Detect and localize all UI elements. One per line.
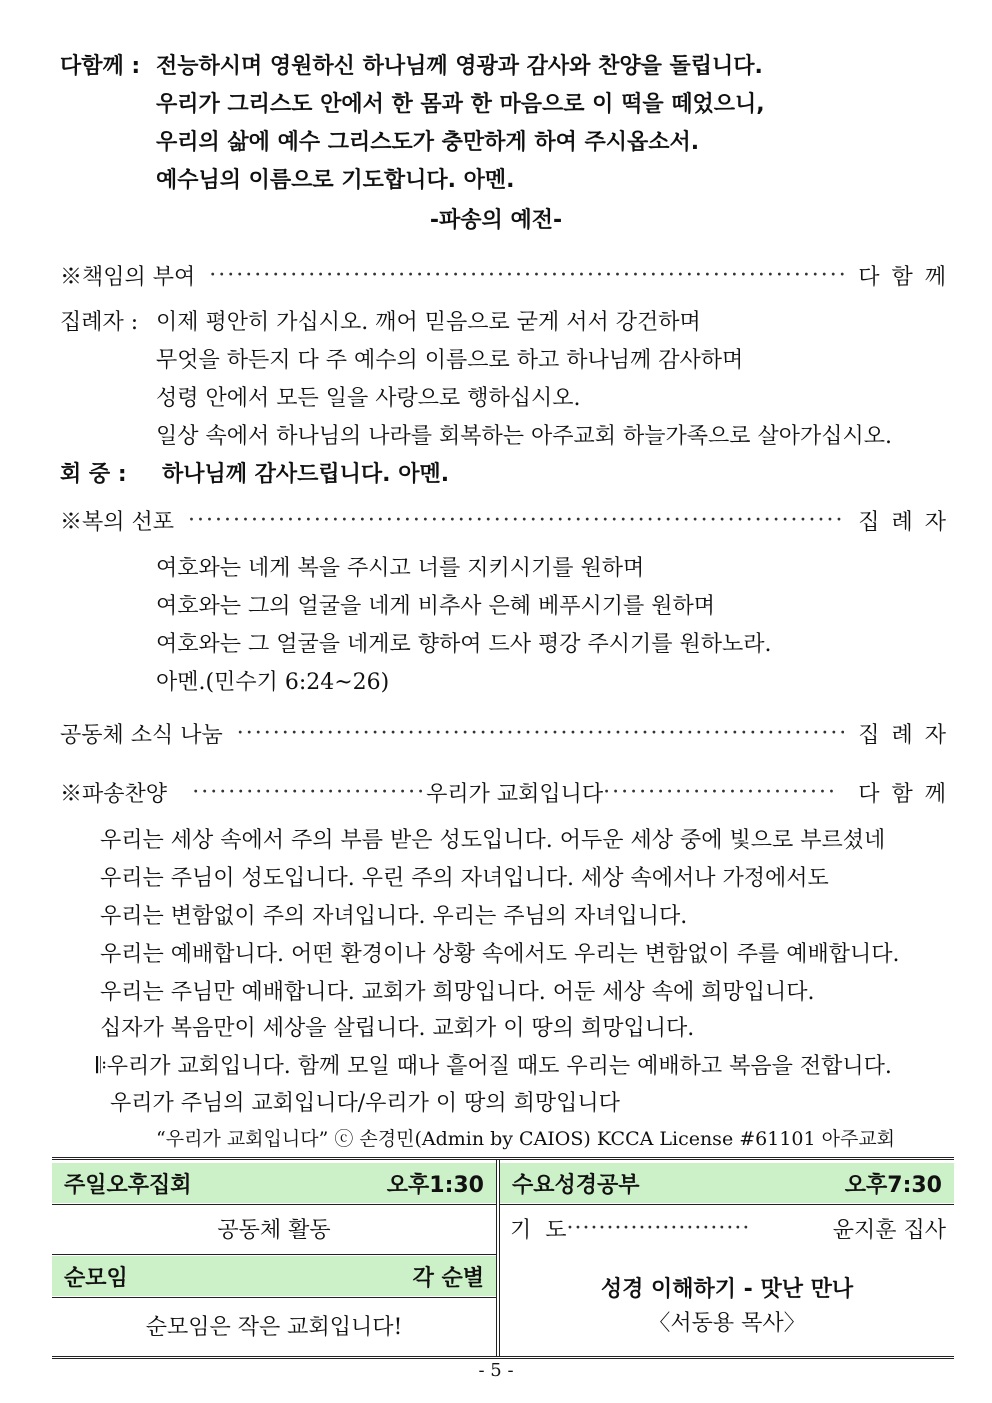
blessing-row xyxy=(60,505,958,535)
cell-group-title: 순모임 xyxy=(64,1265,128,1291)
blessing-line-2: 여호와는 그의 얼굴을 네게 비추사 은혜 베푸시기를 원하며 xyxy=(156,594,716,619)
lyric-line-2: 우리는 주님이 성도입니다. 우린 주의 자녀입니다. 세상 속에서나 가정에서도 xyxy=(100,866,829,891)
hymn-who: 다함께 xyxy=(858,781,959,807)
commission-label: ※책임의 부여 xyxy=(60,264,196,290)
lyric-line-8: 우리가 주님의 교회입니다/우리가 이 땅의 희망입니다 xyxy=(110,1091,620,1116)
hymn-row xyxy=(60,777,959,807)
officiant-speaker: 집례자 : xyxy=(60,310,139,335)
leader-dots xyxy=(603,780,836,805)
wednesday-prayer-row xyxy=(500,1205,954,1252)
cell-group-content: 순모임은 작은 교회입니다! xyxy=(145,1315,403,1340)
news-who: 집례자 xyxy=(858,722,958,748)
schedule-table xyxy=(52,1157,954,1359)
congregation-line: 하나님께 감사드립니다. 아멘. xyxy=(162,462,450,487)
lyric-line-4: 우리는 예배합니다. 어떤 환경이나 상황 속에서도 우리는 변함없이 주를 예배합니다. xyxy=(100,942,900,967)
hymn-copyright: “우리가 교회입니다” ⓒ 손경민(Admin by CAIOS) KCCA License #61101 아주교회 xyxy=(156,1128,896,1150)
page-number: - 5 - xyxy=(478,1360,514,1381)
cell-group-header xyxy=(52,1256,496,1296)
blessing-label: ※복의 선포 xyxy=(60,509,175,535)
leader-dots xyxy=(193,780,426,805)
lyric-line-5: 우리는 주님만 예배합니다. 교회가 희망입니다. 어둔 세상 속에 희망입니다. xyxy=(100,980,815,1005)
blessing-line-4: 아멘.(민수기 6:24~26) xyxy=(156,670,390,695)
blessing-line-1: 여호와는 네게 복을 주시고 너를 지키시기를 원하며 xyxy=(156,556,645,581)
sunday-afternoon-content: 공동체 활동 xyxy=(217,1218,331,1243)
table-rule xyxy=(52,1254,496,1255)
blessing-who: 집례자 xyxy=(858,509,958,535)
section-title: -파송의 예전- xyxy=(429,208,563,233)
prayer-dots: ······················· xyxy=(566,1216,751,1241)
prayer-speaker: 다함께 : xyxy=(60,54,141,79)
wednesday-topic: 성경 이해하기 - 맛난 만나 xyxy=(600,1277,854,1302)
hymn-label: ※파송찬양 xyxy=(60,781,168,807)
officiant-line-4: 일상 속에서 하나님의 나라를 회복하는 아주교회 하늘가족으로 살아가십시오. xyxy=(156,424,893,449)
leader-dots xyxy=(188,508,844,533)
leader-dots xyxy=(209,263,844,288)
officiant-line-1: 이제 평안히 가십시오. 깨어 믿음으로 굳게 서서 강건하며 xyxy=(156,310,701,335)
wednesday-header xyxy=(500,1163,954,1203)
hymn-title: 우리가 교회입니다 xyxy=(426,781,604,807)
cell-group-time: 각 순별 xyxy=(412,1265,484,1291)
officiant-line-2: 무엇을 하든지 다 주 예수의 이름으로 하고 하나님께 감사하며 xyxy=(156,348,744,373)
commission-row xyxy=(60,260,958,290)
sunday-afternoon-time: 오후1:30 xyxy=(386,1172,484,1198)
lyric-line-6: 십자가 복음만이 세상을 살립니다. 교회가 이 땅의 희망입니다. xyxy=(100,1016,695,1041)
congregation-speaker: 회 중 : xyxy=(60,462,127,487)
prayer-leader: 윤지훈 집사 xyxy=(832,1218,946,1243)
lyric-line-3: 우리는 변함없이 주의 자녀입니다. 우리는 주님의 자녀입니다. xyxy=(100,904,688,929)
sunday-afternoon-title: 주일오후집회 xyxy=(64,1172,192,1198)
news-row xyxy=(60,718,958,748)
news-label: 공동체 소식 나눔 xyxy=(60,722,223,748)
wednesday-time: 오후7:30 xyxy=(844,1172,942,1198)
prayer-label: 기 도 xyxy=(510,1218,567,1243)
blessing-line-3: 여호와는 그 얼굴을 네게로 향하여 드사 평강 주시기를 원하노라. xyxy=(156,632,772,657)
wednesday-title: 수요성경공부 xyxy=(512,1172,640,1198)
prayer-line-1: 전능하시며 영원하신 하나님께 영광과 감사와 찬양을 돌립니다. xyxy=(156,54,763,79)
lyric-line-1: 우리는 세상 속에서 주의 부름 받은 성도입니다. 어두운 세상 중에 빛으로 부르셨네 xyxy=(100,828,886,853)
leader-dots xyxy=(237,721,844,746)
officiant-line-3: 성령 안에서 모든 일을 사랑으로 행하십시오. xyxy=(156,386,581,411)
lyric-line-7: 𝄆우리가 교회입니다. 함께 모일 때나 흩어질 때도 우리는 예배하고 복음을 전합니다. xyxy=(96,1054,892,1079)
wednesday-speaker: 〈서동용 목사〉 xyxy=(648,1311,806,1336)
prayer-line-2: 우리가 그리스도 안에서 한 몸과 한 마음으로 이 떡을 떼었으니, xyxy=(156,92,765,117)
commission-who: 다함께 xyxy=(858,264,958,290)
prayer-line-4: 예수님의 이름으로 기도합니다. 아멘. xyxy=(156,168,515,193)
sunday-afternoon-header xyxy=(52,1163,496,1203)
prayer-line-3: 우리의 삶에 예수 그리스도가 충만하게 하여 주시옵소서. xyxy=(156,130,700,155)
